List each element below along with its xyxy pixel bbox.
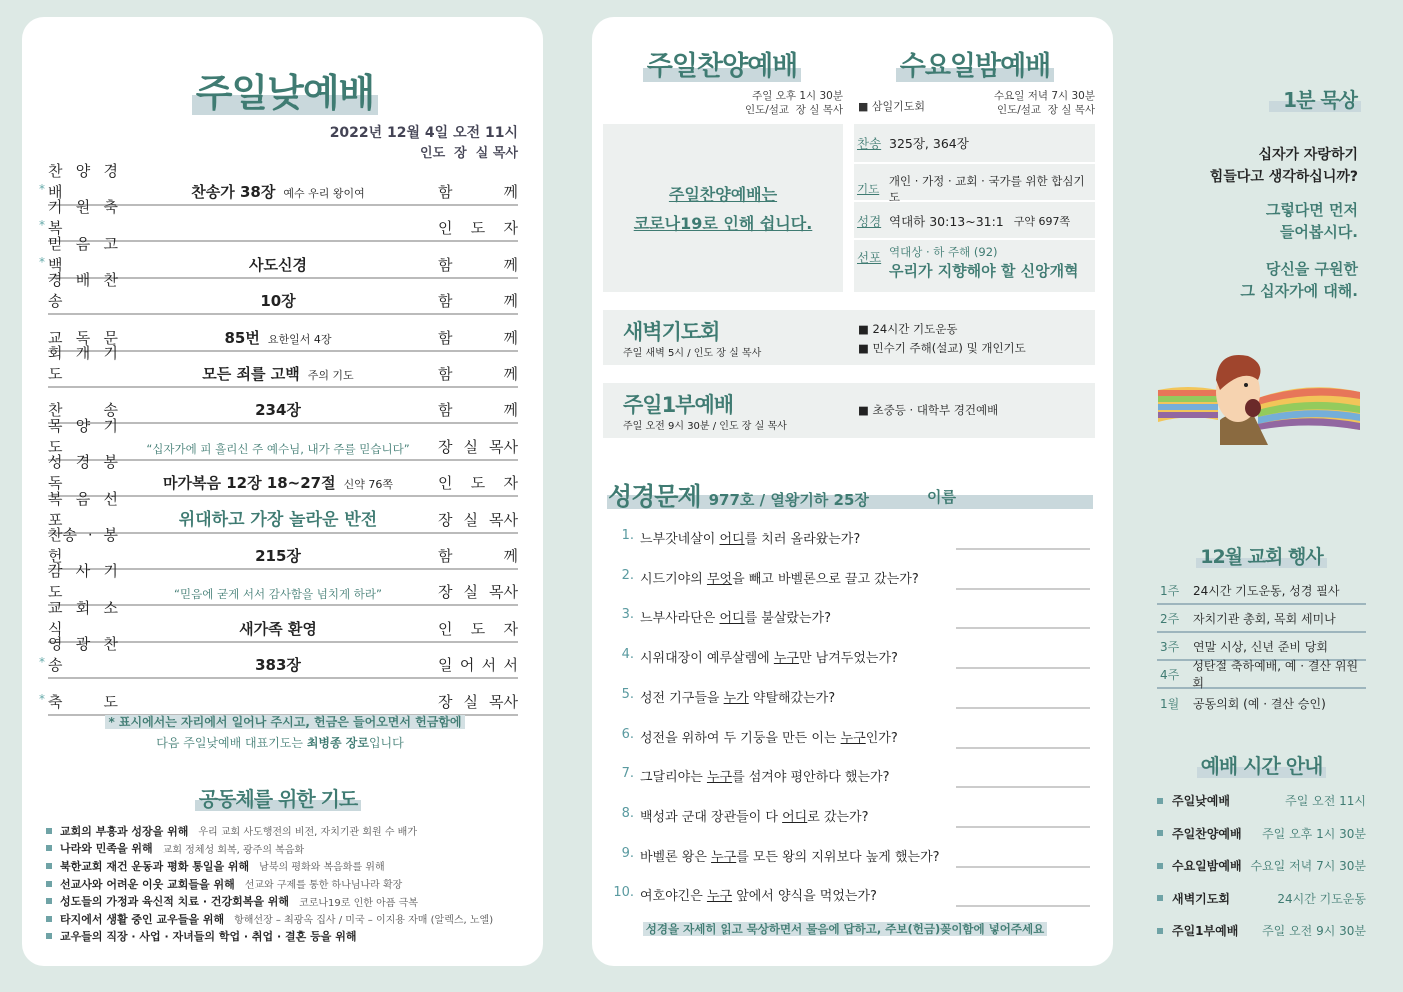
- question-keyword: 무엇: [706, 571, 733, 587]
- order-label: 찬 송: [48, 401, 118, 420]
- service-name: 새벽기도회: [1172, 891, 1230, 906]
- quiz-question: [612, 568, 919, 587]
- meditation-text-2: 그렇다면 먼저 들어봅시다.: [1265, 201, 1358, 241]
- question-number: 4.: [621, 647, 634, 663]
- answer-line[interactable]: [956, 548, 1090, 550]
- question-post: 약탈해갔는가?: [748, 690, 836, 706]
- order-content: [118, 363, 438, 384]
- quiz-question: [612, 607, 831, 626]
- question-text: [640, 607, 831, 626]
- order-label: 목 양 기 도: [48, 416, 118, 456]
- order-responsible: 함 께: [438, 183, 518, 201]
- name-label: 이름: [927, 488, 956, 506]
- event-row: [1157, 661, 1366, 689]
- prayer-main: 선교사와 어려운 이웃 교회들을 위해: [60, 877, 235, 891]
- quiz-question: [612, 687, 835, 706]
- question-number: 9.: [621, 845, 634, 861]
- order-main: 마가복음 12장 18~27절: [163, 474, 336, 493]
- bullet-icon: [1157, 895, 1163, 901]
- standing-mark: *: [39, 254, 45, 269]
- bullet-icon: [46, 898, 52, 904]
- question-keyword: 어디: [782, 809, 808, 825]
- order-row: [39, 635, 518, 679]
- answer-line[interactable]: [956, 747, 1090, 749]
- order-label: 찬 양 경 배: [48, 162, 118, 201]
- order-label: 회 개 기 도: [48, 344, 118, 383]
- question-pre: 그달리야는: [640, 770, 707, 786]
- prayer-list: [46, 822, 493, 945]
- order-label: 축 도: [48, 692, 118, 711]
- prayer-detail: 선교와 구제를 통한 하나님나라 확장: [244, 880, 403, 892]
- order-content: [118, 181, 438, 202]
- order-main: 찬송가 38장: [191, 183, 276, 201]
- event-desc: 성탄절 축하예배, 예 · 결산 위원회: [1192, 659, 1359, 690]
- first-info: 주일 오전 9시 30분 / 인도 장 실 목사: [623, 421, 787, 432]
- wed-row-sub: 구약 697쪽: [1013, 215, 1071, 228]
- order-label: 복 음 선 포: [48, 489, 118, 529]
- wed-row-value: 개인 · 가정 · 교회 · 국가를 위한 합심기도: [888, 174, 1085, 204]
- order-content: [118, 290, 438, 311]
- order-main: 모든 죄를 고백: [202, 365, 300, 383]
- question-number: 2.: [621, 567, 634, 583]
- question-pre: 성전을 위하여 두 기둥을 만든 이는: [640, 730, 841, 746]
- question-post: 만 남겨두었는가?: [798, 651, 898, 667]
- prayer-item: [46, 910, 493, 928]
- wed-title: 수요일밤예배: [896, 51, 1055, 82]
- order-main: 위대하고 가장 놀라운 반전: [178, 509, 378, 530]
- question-keyword: 누구: [840, 730, 866, 746]
- next-prayer-note: 다음 주일낮예배 대표기도는 최병종 장로입니다: [156, 736, 404, 750]
- answer-line[interactable]: [956, 707, 1090, 709]
- page-title: 주일낮예배: [192, 71, 379, 115]
- order-content: [118, 584, 438, 602]
- answer-line[interactable]: [956, 826, 1090, 828]
- quiz-question: [612, 528, 860, 547]
- question-keyword: 누구: [706, 889, 733, 905]
- question-keyword: 누가: [723, 690, 749, 706]
- service-name: 주일1부예배: [1172, 924, 1239, 938]
- order-main: 85번: [224, 328, 260, 347]
- order-content: [118, 254, 438, 275]
- question-pre: 바벨론 왕은: [640, 849, 712, 865]
- meditation-text-1: 십자가 자랑하기 힘들다고 생각하십니까?: [1209, 147, 1358, 185]
- order-responsible: 함 께: [438, 255, 518, 274]
- question-keyword: 어디: [719, 611, 745, 627]
- question-number: 3.: [621, 607, 634, 623]
- service-time: 수요일 저녁 7시 30분: [1250, 859, 1366, 873]
- dawn-item: ■ 민수기 주해(설교) 및 개인기도: [858, 341, 1026, 355]
- order-label: 찬송 · 봉헌: [48, 526, 118, 565]
- prayer-item: [46, 892, 493, 910]
- praise-leader: 인도/설교 장 실 목사: [744, 104, 843, 116]
- order-row: [39, 234, 518, 279]
- question-number: 6.: [621, 726, 634, 742]
- question-number: 5.: [621, 686, 634, 702]
- dawn-info: 주일 새벽 5시 / 인도 장 실 목사: [623, 348, 762, 359]
- answer-line[interactable]: [956, 627, 1090, 629]
- event-week: 1주: [1160, 583, 1180, 598]
- service-time: 주일 오전 11시: [1285, 794, 1366, 808]
- praise-title: 주일찬양예배: [643, 51, 802, 82]
- order-content: [118, 545, 438, 566]
- order-content: [118, 327, 438, 348]
- wed-time: 수요일 저녁 7시 30분: [993, 90, 1095, 102]
- wed-leader: 인도/설교 장 실 목사: [996, 104, 1095, 116]
- question-post: 를 불살랐는가?: [744, 611, 831, 627]
- order-responsible: 함 께: [438, 401, 518, 420]
- question-text: [640, 846, 940, 865]
- question-number: 10.: [613, 885, 634, 901]
- order-content: [118, 654, 438, 675]
- prayer-item: [46, 822, 493, 840]
- order-row: [39, 162, 518, 206]
- order-row: [39, 198, 518, 242]
- prayer-detail: 교회 정체성 회복, 광주의 복음화: [162, 844, 305, 856]
- wed-row-value: 325장, 364장: [889, 136, 969, 151]
- order-responsible: 함 께: [438, 547, 518, 565]
- order-main: 383장: [255, 656, 301, 675]
- prayer-detail: 항해선장 – 최광옥 집사 / 미국 – 이지용 자매 (알렉스, 노엘): [234, 915, 494, 927]
- service-time-row: [1157, 890, 1366, 907]
- question-post: 앞에서 양식을 먹었는가?: [732, 889, 877, 905]
- service-time: 주일 오전 9시 30분: [1262, 924, 1366, 938]
- quiz-question: [612, 806, 869, 825]
- order-label: 성 경 봉 독: [48, 453, 118, 493]
- prayer-main: 교회의 부흥과 성장을 위해: [60, 824, 189, 838]
- question-pre: 느부사라단은: [640, 611, 720, 627]
- service-time-row: [1157, 857, 1366, 874]
- order-responsible: 일 어 서 서: [438, 656, 518, 675]
- question-post: 를 섬겨야 평안하다 했는가?: [732, 770, 890, 786]
- praise-notice-line2: 코로나19로 인해 쉽니다.: [633, 214, 813, 233]
- service-time-row: [1157, 825, 1366, 842]
- praise-notice-line1: 주일찬양예배는: [668, 185, 778, 204]
- answer-line[interactable]: [956, 588, 1090, 590]
- wed-row-value: 역대상 · 하 주해 (92): [889, 245, 998, 259]
- quiz-header: [608, 477, 869, 513]
- bullet-icon: [1157, 798, 1163, 804]
- question-pre: 여호야긴은: [640, 889, 707, 905]
- wed-row-key: 찬송: [857, 136, 882, 151]
- wed-tag: ■ 삼일기도회: [858, 100, 926, 113]
- question-post: 를 모든 왕의 지위보다 높게 했는가?: [736, 849, 940, 865]
- meditation-title: 1분 묵상: [1269, 88, 1361, 112]
- dawn-item: ■ 24시간 기도운동: [858, 322, 958, 336]
- bullet-icon: [1157, 863, 1163, 869]
- order-content: [118, 618, 438, 639]
- question-keyword: 누구: [773, 651, 799, 667]
- question-post: 를 치러 올라왔는가?: [744, 532, 861, 547]
- quiz-subtitle: 977호 / 열왕기하 25장: [708, 491, 869, 509]
- order-responsible: 함 께: [438, 292, 518, 311]
- order-row: [48, 344, 518, 388]
- prayer-main: 타지에서 생활 중인 교우들을 위해: [60, 912, 225, 926]
- order-row: [48, 489, 518, 534]
- order-responsible: 장 실 목사: [438, 583, 518, 602]
- bullet-icon: [46, 828, 52, 834]
- event-row: [1157, 577, 1366, 605]
- standing-note: * 표시에서는 자리에서 일어나 주시고, 헌금은 들어오면서 헌금함에: [105, 715, 464, 729]
- order-main: 10장: [260, 292, 296, 311]
- prayer-detail: 우리 교회 사도행전의 비전, 자치기관 회원 수 배가: [198, 827, 418, 839]
- bullet-icon: [46, 863, 52, 869]
- prayer-detail: 남북의 평화와 복음화를 위해: [259, 862, 385, 874]
- event-week: 1월: [1160, 696, 1180, 711]
- question-text: [640, 766, 890, 785]
- question-text: [640, 647, 898, 666]
- event-week: 4주: [1160, 667, 1180, 682]
- quiz-question: [612, 885, 877, 904]
- order-content: [118, 505, 438, 530]
- order-row: [48, 526, 518, 570]
- question-text: [640, 528, 860, 547]
- order-responsible: 인 도 자: [438, 474, 518, 493]
- answer-line[interactable]: [956, 905, 1090, 907]
- question-number: 1.: [621, 528, 634, 543]
- service-time-row: [1157, 922, 1366, 939]
- wed-row-key: 성경: [857, 214, 882, 229]
- answer-line[interactable]: [956, 667, 1090, 669]
- order-sub: 요한일서 4장: [267, 332, 332, 346]
- prayer-main: 북한교회 재건 운동과 평화 통일을 위해: [60, 859, 250, 873]
- event-row: [1157, 605, 1366, 633]
- order-responsible: 함 께: [438, 328, 518, 347]
- question-number: 8.: [621, 805, 634, 821]
- prayer-detail: 코로나19로 인한 아픔 극복: [299, 897, 418, 909]
- dawn-box: [603, 310, 1095, 365]
- event-desc: 24시간 기도운동, 성경 필사: [1193, 583, 1340, 598]
- order-label: 영 광 찬 송: [48, 635, 118, 675]
- question-pre: 성전 기구들을: [640, 690, 724, 706]
- answer-line[interactable]: [956, 786, 1090, 788]
- order-main: “십자가에 피 흘리신 주 예수님, 내가 주를 믿습니다”: [146, 441, 410, 456]
- event-desc: 연말 시상, 신년 준비 당회: [1193, 639, 1328, 654]
- prayer-item: [46, 928, 493, 946]
- standing-mark: *: [39, 182, 45, 196]
- question-post: 로 갔는가?: [807, 809, 869, 825]
- order-responsible: 함 께: [438, 365, 518, 383]
- service-time: 24시간 기도운동: [1277, 891, 1366, 906]
- order-row: [48, 453, 518, 497]
- order-row: [48, 322, 518, 352]
- first-service-box: [603, 383, 1095, 438]
- order-sub: 신약 76쪽: [343, 478, 393, 492]
- order-main: 234장: [255, 401, 301, 420]
- order-label: 교 독 문: [48, 328, 118, 347]
- bullet-icon: [46, 881, 52, 887]
- dawn-title: 새벽기도회: [623, 320, 720, 344]
- question-keyword: 누구: [711, 849, 737, 865]
- bullet-icon: [1157, 928, 1163, 934]
- standing-mark: *: [39, 655, 45, 670]
- order-label: 믿 음 고 백: [48, 234, 118, 274]
- prayer-main: 교우들의 직장 · 사업 · 자녀들의 학업 · 취업 · 결혼 등을 위해: [60, 930, 357, 944]
- standing-mark: *: [39, 218, 45, 233]
- service-name: 주일찬양예배: [1172, 826, 1242, 841]
- event-row: [1157, 689, 1366, 717]
- question-post: 인가?: [865, 730, 898, 746]
- order-responsible: 장 실 목사: [438, 510, 518, 529]
- service-time-row: [1157, 792, 1366, 809]
- order-content: [118, 439, 438, 457]
- order-row: [48, 562, 518, 606]
- service-leader: 인도 장 실 목사: [420, 146, 518, 161]
- wed-row-key: 선포: [857, 250, 882, 265]
- first-title: 주일1부예배: [623, 393, 734, 417]
- bullet-icon: [46, 916, 52, 922]
- order-responsible: 장 실 목사: [438, 692, 518, 711]
- question-text: [640, 687, 835, 706]
- service-date: 2022년 12월 4일 오전 11시: [329, 125, 518, 141]
- question-text: [640, 568, 919, 587]
- service-name: 수요일밤예배: [1172, 859, 1242, 873]
- order-sub: 예수 우리 왕이여: [283, 187, 365, 200]
- order-main: 사도신경: [249, 255, 307, 274]
- order-content: [118, 472, 438, 493]
- order-row: [48, 598, 518, 643]
- order-row: [48, 394, 518, 424]
- praise-time: 주일 오후 1시 30분: [752, 90, 843, 102]
- order-row: [48, 416, 518, 461]
- quiz-title: 성경문제: [608, 482, 701, 511]
- order-label: 경 배 찬 송: [48, 271, 118, 311]
- order-row: [39, 686, 518, 716]
- question-pre: 느부갓네살이: [640, 532, 720, 547]
- event-week: 2주: [1160, 611, 1180, 626]
- prayer-title: 공동체를 위한 기도: [195, 787, 362, 811]
- preacher-illustration: [1158, 350, 1363, 445]
- quiz-footer: 성경을 자세히 읽고 묵상하면서 물음에 답하고, 주보(헌금)꽂이함에 넣어주세요: [643, 922, 1047, 936]
- answer-line[interactable]: [956, 866, 1090, 868]
- order-responsible: 인 도 자: [438, 619, 518, 638]
- question-post: 을 빼고 바벨론으로 끌고 갔는가?: [732, 571, 919, 587]
- order-label: 교 회 소 식: [48, 598, 118, 638]
- praise-notice-box: [603, 124, 843, 292]
- order-main: “믿음에 굳게 서서 감사함을 넘치게 하라”: [174, 587, 382, 602]
- order-label: 기 원 축 복: [48, 198, 118, 238]
- meditation-text-3: 당신을 구원한 그 십자가에 대해.: [1240, 260, 1358, 300]
- wed-sermon-title: 우리가 지향해야 할 신앙개혁: [889, 262, 1079, 280]
- order-main: 새가족 환영: [239, 619, 317, 638]
- prayer-main: 성도들의 가정과 육신적 치료 · 건강회복을 위해: [60, 895, 290, 909]
- question-text: [640, 727, 898, 746]
- services-title: 예배 시간 안내: [1197, 754, 1327, 778]
- order-sub: 주의 기도: [307, 369, 354, 382]
- first-item: ■ 초중등 · 대학부 경건예배: [858, 403, 999, 417]
- prayer-item: [46, 875, 493, 893]
- wed-row-key: 기도: [857, 182, 880, 196]
- order-row: [48, 271, 518, 315]
- prayer-main: 나라와 민족을 위해: [60, 842, 153, 856]
- wed-row-value: 역대하 30:13~31:1: [889, 214, 1004, 229]
- question-keyword: 누구: [706, 770, 733, 786]
- question-pre: 시위대장이 예루살렘에: [640, 651, 774, 667]
- order-main: 215장: [255, 547, 301, 565]
- question-pre: 백성과 군대 장관들이 다: [640, 809, 783, 825]
- bullet-icon: [1157, 830, 1163, 836]
- service-time: 주일 오후 1시 30분: [1262, 826, 1366, 841]
- order-responsible: 인 도 자: [438, 219, 518, 238]
- question-number: 7.: [621, 766, 634, 782]
- question-text: [640, 806, 869, 825]
- service-name: 주일낮예배: [1172, 794, 1230, 808]
- prayer-item: [46, 857, 493, 875]
- question-pre: 시드기야의: [640, 571, 707, 587]
- event-week: 3주: [1160, 639, 1180, 654]
- question-text: [640, 885, 877, 904]
- event-desc: 공동의회 (예 · 결산 승인): [1193, 696, 1326, 711]
- order-responsible: 장 실 목사: [438, 437, 518, 456]
- bullet-icon: [46, 933, 52, 939]
- quiz-question: [612, 647, 898, 666]
- event-desc: 자치기관 총회, 목회 세미나: [1193, 611, 1336, 626]
- prayer-item: [46, 840, 493, 858]
- events-title: 12월 교회 행사: [1196, 546, 1326, 568]
- quiz-question: [612, 766, 890, 785]
- question-keyword: 어디: [719, 532, 745, 547]
- quiz-question: [612, 846, 940, 865]
- order-content: [118, 399, 438, 420]
- quiz-question: [612, 727, 898, 746]
- standing-mark: *: [39, 691, 45, 706]
- bullet-icon: [46, 845, 52, 851]
- order-label: 감 사 기 도: [48, 562, 118, 602]
